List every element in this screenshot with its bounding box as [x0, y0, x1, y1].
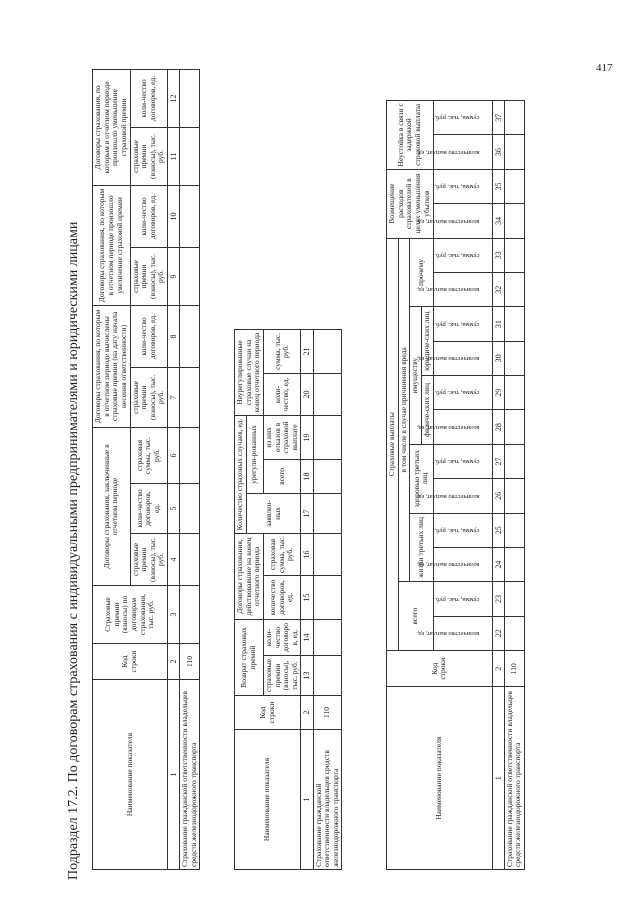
vertical-count: количество выплат, ед.: [433, 135, 492, 169]
row-label: Страхование гражданской ответственности владельцев средств железнодорожного транспорта: [180, 680, 200, 870]
data-cell[interactable]: [504, 273, 524, 307]
sub-premiums: страховые премии (взносы), тыс. руб.: [263, 656, 301, 696]
data-cell[interactable]: [504, 376, 524, 410]
vertical-count: количество выплат, ед.: [433, 341, 492, 375]
header-name: Наименование показателя: [93, 680, 168, 870]
col-number: 34: [492, 204, 504, 238]
header-premiums: Страховые премии (взносы) по договорам страхования, тыс. руб.: [93, 586, 168, 644]
data-cell[interactable]: [504, 479, 524, 513]
header-cases: Количество страховых случаев, ед.: [235, 415, 247, 533]
vertical-count: количество выплат, ед.: [433, 616, 492, 650]
header-increase: Договоры страхования, по которым в отчетном периоде произошло увеличение страховой премии: [93, 185, 131, 305]
vertical-sum: сумма, тыс. руб.: [433, 513, 492, 547]
row-code: 110: [313, 696, 342, 730]
data-cell[interactable]: [313, 415, 342, 459]
col-number: 9: [168, 247, 180, 305]
header-name: Наименование показателя: [235, 730, 301, 870]
col-number: 3: [168, 586, 180, 644]
sub-count: коли-чество договоров, ед.: [263, 619, 301, 655]
header-unsettled: Неурегулированные страховые случаи на конец отчетного периода: [235, 329, 264, 415]
col-number: 30: [492, 341, 504, 375]
col-number: 1: [492, 687, 504, 870]
col-number: 26: [492, 479, 504, 513]
vertical-count: количество выплат, ед.: [433, 204, 492, 238]
data-cell[interactable]: [504, 307, 524, 341]
sub-count: коли-чество договоров, ед.: [130, 69, 168, 127]
col-number: 18: [301, 459, 313, 493]
sub-declared: заявлен-ных: [246, 493, 301, 533]
sub-life: жизни третьих лиц: [410, 513, 433, 582]
data-cell[interactable]: [504, 444, 524, 478]
data-cell[interactable]: [180, 69, 200, 127]
data-cell[interactable]: [180, 305, 200, 367]
data-cell[interactable]: [180, 247, 200, 305]
col-number: 20: [301, 373, 313, 415]
data-cell[interactable]: [504, 410, 524, 444]
vertical-sum: сумма, тыс. руб.: [433, 376, 492, 410]
sub-premiums: страховые премии (взносы), тыс. руб.: [130, 247, 168, 305]
col-number: 22: [492, 616, 504, 650]
col-number: 31: [492, 307, 504, 341]
col-number: 2: [492, 650, 504, 687]
sub-physical: физиче-ских лиц: [421, 376, 433, 445]
sub-property: имуществу: [410, 307, 422, 444]
col-number: 36: [492, 135, 504, 169]
col-number: 28: [492, 410, 504, 444]
sub-sum: страховая сумма, тыс. руб.: [263, 533, 301, 575]
sub-sum: страховая сумма, тыс. руб.: [130, 427, 168, 483]
data-cell[interactable]: [313, 619, 342, 655]
data-cell[interactable]: [180, 534, 200, 586]
data-cell[interactable]: [504, 101, 524, 135]
data-cell[interactable]: [313, 329, 342, 373]
vertical-count: количество выплат, ед.: [433, 410, 492, 444]
col-number: 12: [168, 69, 180, 127]
sub-premiums: страховые премии (взносы), тыс. руб.: [130, 534, 168, 586]
header-changed: Договоры страхования, по которым в отчетном периоде вычислены страховые премии (на дату начала несения ответственности): [93, 305, 131, 427]
data-cell[interactable]: [313, 373, 342, 415]
header-refund: Возмещение расходов страхователей в целях уменьшения убытков: [387, 169, 434, 238]
sub-health: здоровью третьих лиц: [410, 444, 433, 513]
data-cell[interactable]: [180, 427, 200, 483]
premiums-table: [92, 69, 200, 870]
sub-including: в том числе в случае причинения вреда: [398, 238, 410, 582]
data-cell[interactable]: [504, 135, 524, 169]
section-title: Подраздел 17.2. По договорам страхования с индивидуальными предпринимателями и юридическими лицами: [66, 221, 81, 880]
row-label: Страхование гражданской ответственности владельцев средств железнодорожного транспорта: [313, 730, 342, 870]
col-number: 27: [492, 444, 504, 478]
col-number: 2: [168, 644, 180, 680]
col-number: 8: [168, 305, 180, 367]
data-cell[interactable]: [504, 204, 524, 238]
sub-other: прочему: [410, 238, 433, 307]
col-number: 4: [168, 534, 180, 586]
header-concluded: Договоры страхования, заключенные в отчетном периоде: [93, 427, 131, 585]
col-number: 16: [301, 533, 313, 575]
col-number: 7: [168, 367, 180, 427]
col-number: 21: [301, 329, 313, 373]
data-cell[interactable]: [313, 656, 342, 696]
data-cell[interactable]: [504, 616, 524, 650]
col-number: 25: [492, 513, 504, 547]
sub-premiums: страховые премии (взносы), тыс. руб.: [130, 367, 168, 427]
col-number: 32: [492, 273, 504, 307]
rotated-page-content: [66, 60, 586, 880]
col-number: 23: [492, 582, 504, 616]
data-cell[interactable]: [313, 533, 342, 575]
vertical-count: количество выплат, ед.: [433, 273, 492, 307]
row-code: 110: [504, 650, 524, 687]
sub-total: всего: [263, 459, 301, 493]
vertical-sum: сумма, тыс. руб.: [433, 238, 492, 273]
data-cell[interactable]: [504, 238, 524, 273]
col-number: 14: [301, 619, 313, 655]
data-cell[interactable]: [180, 484, 200, 534]
contracts-table: [234, 329, 342, 870]
vertical-count: количество выплат, ед.: [433, 547, 492, 581]
data-cell[interactable]: [180, 586, 200, 644]
sub-total: всего: [398, 582, 433, 651]
data-cell[interactable]: [504, 341, 524, 375]
sub-premiums: страховые премии (взносы), тыс. руб.: [130, 127, 168, 185]
data-cell[interactable]: [313, 459, 342, 493]
col-number: 6: [168, 427, 180, 483]
sub-unsettled-count: коли-чество, ед.: [263, 373, 301, 415]
col-number: 1: [301, 730, 313, 870]
sub-count: коли-чество договоров, ед.: [130, 305, 168, 367]
col-number: 33: [492, 238, 504, 273]
header-payments: Страховые выплаты: [387, 238, 399, 650]
sub-juridical: юридиче-ских лиц: [421, 307, 433, 376]
col-number: 24: [492, 547, 504, 581]
col-number: 17: [301, 493, 313, 533]
col-number: 1: [168, 680, 180, 870]
sub-refused: из них отказов в страховой выплате: [263, 415, 301, 459]
col-number: 19: [301, 415, 313, 459]
vertical-sum: сумма, тыс. руб.: [433, 307, 492, 341]
header-decrease: Договоры страхования, по которым в отчетном периоде произошло уменьшение страховой премии: [93, 69, 131, 185]
header-code: Код строки: [93, 644, 168, 680]
data-cell[interactable]: [180, 127, 200, 185]
data-cell[interactable]: [504, 169, 524, 203]
sub-count: коли-чество договоров, ед.: [130, 185, 168, 247]
data-cell[interactable]: [180, 185, 200, 247]
header-return: Возврат страховых премий: [235, 619, 264, 695]
data-cell[interactable]: [504, 582, 524, 616]
sub-settled: урегули-рованных: [246, 415, 263, 493]
header-penalty: Неустойка в связи с задержкой страховой выплаты: [387, 101, 434, 170]
col-number: 29: [492, 376, 504, 410]
row-code: 110: [180, 644, 200, 680]
col-number: 35: [492, 169, 504, 203]
header-name: Наименование показателя: [387, 687, 493, 870]
sub-count: коли-чество договоров, ед.: [130, 484, 168, 534]
header-code: Код строки: [387, 650, 493, 687]
vertical-sum: сумма, тыс. руб.: [433, 582, 492, 616]
col-number: 5: [168, 484, 180, 534]
col-number: 15: [301, 575, 313, 619]
col-number: 11: [168, 127, 180, 185]
sub-unsettled-sum: сумма, тыс. руб.: [263, 329, 301, 373]
vertical-sum: сумма, тыс. руб.: [433, 169, 492, 203]
data-cell[interactable]: [504, 513, 524, 547]
vertical-count: количество выплат, ед.: [433, 479, 492, 513]
data-cell[interactable]: [313, 575, 342, 619]
data-cell[interactable]: [180, 367, 200, 427]
vertical-sum: сумма, тыс. руб.: [433, 101, 492, 135]
col-number: 37: [492, 101, 504, 135]
payments-table: [386, 100, 525, 870]
data-cell[interactable]: [504, 547, 524, 581]
data-cell[interactable]: [313, 493, 342, 533]
header-code: Код строки: [235, 696, 301, 730]
row-label: Страхование гражданской ответственности владельцев средств железнодорожного транспорта: [504, 687, 524, 870]
header-valid: Договоры страхования, действовавшие на конец отчетного периода: [235, 533, 264, 619]
vertical-sum: сумма, тыс. руб.: [433, 444, 492, 478]
col-number: 13: [301, 656, 313, 696]
page-number: 417: [596, 62, 613, 74]
sub-qty: количество договоров, ед.: [263, 575, 301, 619]
col-number: 10: [168, 185, 180, 247]
col-number: 2: [301, 696, 313, 730]
